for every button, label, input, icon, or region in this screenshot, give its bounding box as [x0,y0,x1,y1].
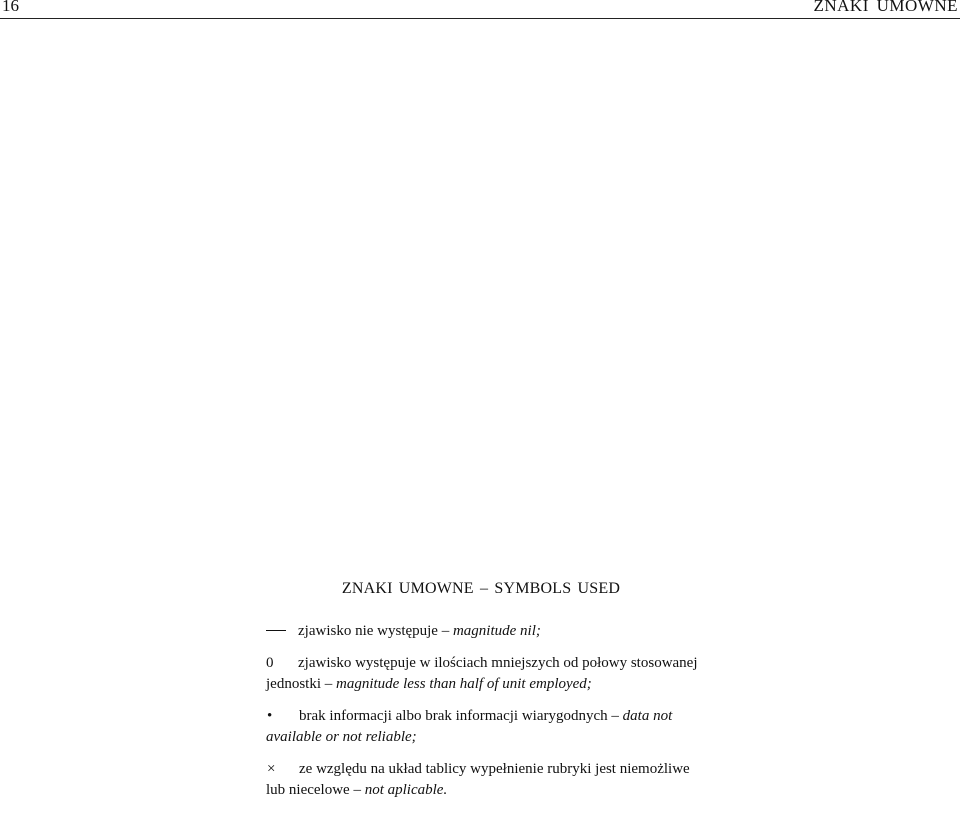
em-dash-icon [266,630,286,631]
legend-entry-less-than-half [266,653,698,695]
running-header [0,0,960,19]
symbols-legend [266,621,698,801]
legend-entry-not-applicable [266,759,698,801]
legend-english-text: magnitude less than half of unit employed; [336,676,592,692]
legend-polish-text: zjawisko występuje w ilościach mniejszych od połowy stosowanej jednostki – [266,655,698,692]
legend-polish-text: zjawisko nie występuje – [298,623,453,639]
multiplication-sign-icon: × [267,761,276,777]
bullet-icon: • [267,708,273,724]
legend-entry-nil [266,621,698,642]
legend-symbol: 0 [266,655,274,671]
legend-english-text: not aplicable. [364,782,448,798]
legend-entry-not-available [266,706,698,748]
section-title: ZNAKI UMOWNE – SYMBOLS USED [341,580,621,597]
legend-polish-text: brak informacji albo brak informacji wiarygodnych – [299,708,623,724]
page-number: 16 [2,0,19,15]
legend-polish-text: ze względu na układ tablicy wypełnienie rubryki jest niemożliwe lub niecelowe – [266,761,690,798]
legend-english-text: magnitude nil; [452,623,541,639]
legend-english-text: data not available or not reliable; [266,708,673,745]
running-header-title: ZNAKI UMOWNE [813,0,958,15]
legend-symbol [266,621,298,642]
